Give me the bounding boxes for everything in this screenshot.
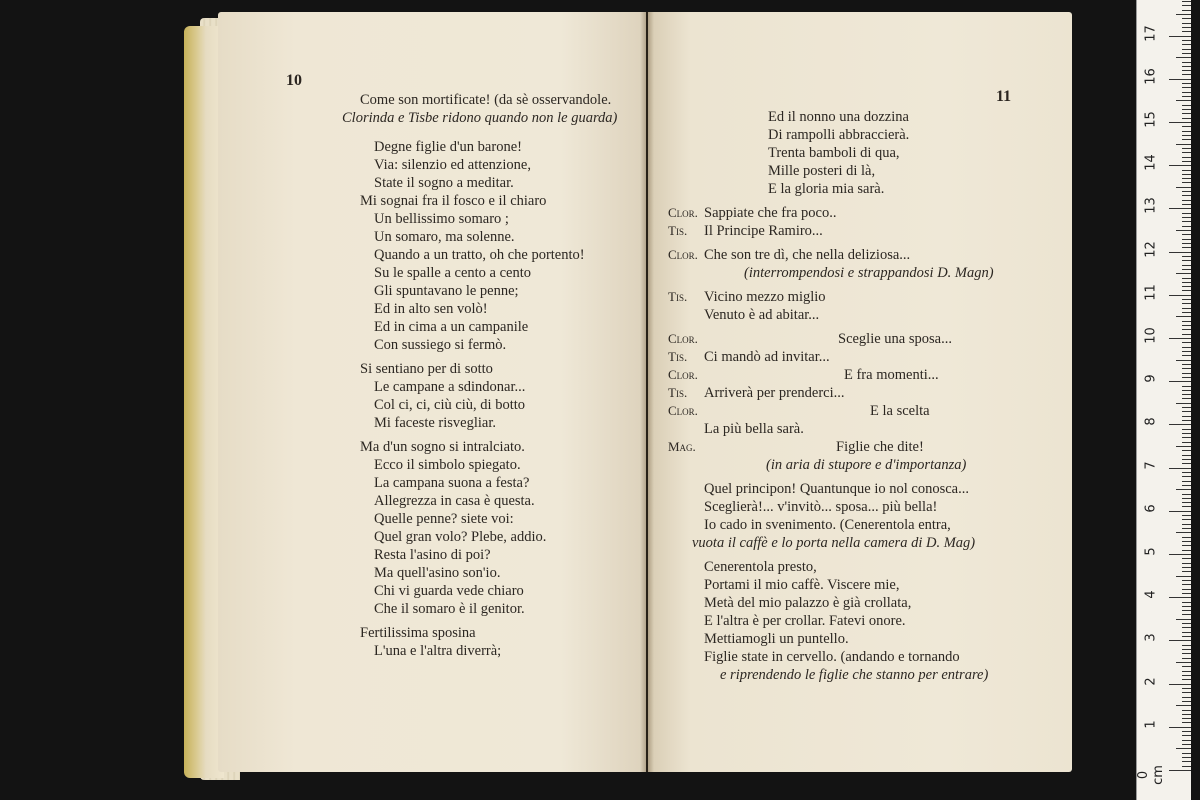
- verse-line: Ecco il simbolo spiegato.: [374, 457, 521, 473]
- ruler-tick: [1182, 40, 1191, 41]
- ruler-tick: [1182, 541, 1191, 542]
- ruler-tick: [1182, 416, 1191, 417]
- ruler-tick: [1182, 463, 1191, 464]
- ruler-tick: [1182, 373, 1191, 374]
- ruler-tick: [1169, 597, 1191, 598]
- ruler-tick: [1176, 100, 1191, 101]
- ruler-tick: [1169, 554, 1191, 555]
- ruler-tick: [1182, 545, 1191, 546]
- ruler-tick: [1182, 18, 1191, 19]
- verse-line: Clorinda e Tisbe ridono quando non le guarda): [342, 110, 618, 126]
- ruler-tick: [1169, 338, 1191, 339]
- ruler-tick: [1169, 684, 1191, 685]
- ruler-tick: [1182, 718, 1191, 719]
- speaker-label: Mag.: [668, 439, 696, 454]
- ruler-tick: [1182, 481, 1191, 482]
- ruler-tick: [1182, 386, 1191, 387]
- left-page: [218, 12, 646, 772]
- ruler-tick: [1176, 619, 1191, 620]
- verse-line: Ma quell'asino son'io.: [374, 565, 501, 581]
- speaker-label: Tis.: [668, 349, 688, 364]
- ruler-tick: [1182, 1, 1191, 2]
- ruler-tick: [1182, 200, 1191, 201]
- speaker-label: Clor.: [668, 367, 698, 382]
- verse-line: Allegrezza in casa è questa.: [374, 493, 535, 509]
- verse-line: Ma d'un sogno si intralciato.: [360, 439, 525, 455]
- ruler-tick: [1182, 623, 1191, 624]
- dialogue-line: E la scelta: [870, 403, 930, 419]
- ruler-tick: [1182, 239, 1191, 240]
- ruler-tick: [1182, 195, 1191, 196]
- ruler-tick: [1182, 697, 1191, 698]
- ruler-tick: [1182, 537, 1191, 538]
- speaker-label: Clor.: [668, 205, 698, 220]
- ruler-number: 0 cm: [1136, 765, 1166, 785]
- ruler-tick: [1176, 748, 1191, 749]
- dialogue-line: Che son tre dì, che nella deliziosa...: [704, 247, 911, 263]
- ruler-tick: [1182, 334, 1191, 335]
- ruler-tick: [1182, 731, 1191, 732]
- ruler-tick: [1182, 31, 1191, 32]
- ruler-tick: [1176, 230, 1191, 231]
- verse-line: Via: silenzio ed attenzione,: [374, 157, 531, 173]
- verse-line: Chi vi guarda vede chiaro: [374, 583, 524, 599]
- ruler-tick: [1182, 688, 1191, 689]
- ruler-tick: [1182, 710, 1191, 711]
- ruler-tick: [1182, 109, 1191, 110]
- ruler-tick: [1182, 627, 1191, 628]
- ruler-tick: [1182, 442, 1191, 443]
- ruler-tick: [1182, 282, 1191, 283]
- ruler-tick: [1182, 135, 1191, 136]
- ruler-tick: [1182, 23, 1191, 24]
- ruler-number: 11: [1143, 284, 1159, 301]
- ruler-tick: [1182, 351, 1191, 352]
- ruler-tick: [1169, 79, 1191, 80]
- ruler-tick: [1182, 766, 1191, 767]
- ruler-tick: [1182, 753, 1191, 754]
- ruler-tick: [1182, 70, 1191, 71]
- ruler-tick: [1182, 74, 1191, 75]
- ruler-tick: [1182, 744, 1191, 745]
- speaker-label: Clor.: [668, 403, 698, 418]
- ruler-tick: [1182, 571, 1191, 572]
- ruler-tick: [1182, 174, 1191, 175]
- ruler-tick: [1182, 433, 1191, 434]
- ruler-tick: [1182, 92, 1191, 93]
- ruler-number: 4: [1143, 590, 1159, 599]
- ruler-tick: [1176, 273, 1191, 274]
- verse-line: Figlie state in cervello. (andando e tornando: [704, 649, 960, 665]
- ruler-tick: [1182, 593, 1191, 594]
- ruler-tick: [1182, 494, 1191, 495]
- ruler-tick: [1182, 290, 1191, 291]
- verse-line: Un somaro, ma solenne.: [374, 229, 515, 245]
- ruler-tick: [1182, 131, 1191, 132]
- ruler-tick: [1182, 126, 1191, 127]
- ruler-tick: [1182, 602, 1191, 603]
- verse-line: State il sogno a meditar.: [374, 175, 514, 191]
- ruler-tick: [1182, 139, 1191, 140]
- verse-line: Ed in alto sen volò!: [374, 301, 488, 317]
- ruler-tick: [1176, 576, 1191, 577]
- ruler-tick: [1182, 213, 1191, 214]
- ruler-tick: [1182, 411, 1191, 412]
- ruler-tick: [1169, 165, 1191, 166]
- ruler-tick: [1182, 740, 1191, 741]
- ruler-number: 3: [1143, 633, 1159, 643]
- ruler-tick: [1182, 49, 1191, 50]
- ruler-tick: [1182, 476, 1191, 477]
- ruler-tick: [1176, 144, 1191, 145]
- ruler-tick: [1182, 519, 1191, 520]
- ruler-tick: [1182, 364, 1191, 365]
- ruler-number: 17: [1143, 24, 1159, 42]
- right-page: [648, 12, 1072, 772]
- ruler-tick: [1182, 390, 1191, 391]
- ruler-tick: [1182, 636, 1191, 637]
- verse-line: Quando a un tratto, oh che portento!: [374, 247, 585, 263]
- book-gutter: [640, 12, 654, 772]
- verse-line: Mi sognai fra il fosco e il chiaro: [360, 193, 547, 209]
- ruler-tick: [1176, 403, 1191, 404]
- ruler-tick: [1182, 299, 1191, 300]
- ruler-tick: [1182, 437, 1191, 438]
- ruler-tick: [1182, 221, 1191, 222]
- verse-line: Quel principon! Quantunque io nol conosca...: [704, 481, 969, 497]
- verse-line: Resta l'asino di poi?: [374, 547, 491, 563]
- ruler-tick: [1182, 589, 1191, 590]
- ruler-tick: [1182, 303, 1191, 304]
- ruler-tick: [1182, 398, 1191, 399]
- ruler-tick: [1182, 567, 1191, 568]
- verse-line: Ed in cima a un campanile: [374, 319, 529, 335]
- ruler-tick: [1169, 727, 1191, 728]
- ruler-tick: [1169, 770, 1191, 771]
- ruler-tick: [1182, 485, 1191, 486]
- ruler-tick: [1182, 44, 1191, 45]
- ruler-tick: [1182, 714, 1191, 715]
- ruler-tick: [1176, 187, 1191, 188]
- ruler-tick: [1182, 580, 1191, 581]
- ruler-tick: [1182, 675, 1191, 676]
- ruler-tick: [1182, 459, 1191, 460]
- ruler-tick: [1182, 256, 1191, 257]
- verse-line: Cenerentola presto,: [704, 559, 817, 575]
- ruler-tick: [1182, 524, 1191, 525]
- verse-line: Fertilissima sposina: [360, 625, 476, 641]
- ruler-tick: [1182, 269, 1191, 270]
- verse-line: Io cado in svenimento. (Cenerentola entra,: [704, 517, 951, 533]
- ruler-tick: [1169, 295, 1191, 296]
- ruler-tick: [1169, 640, 1191, 641]
- speaker-label: Clor.: [668, 331, 698, 346]
- dialogue-line: Sappiate che fra poco..: [704, 205, 837, 221]
- ruler-tick: [1182, 87, 1191, 88]
- verse-line: Col ci, ci, ciù ciù, di botto: [374, 397, 526, 413]
- ruler-tick: [1182, 329, 1191, 330]
- ruler-tick: [1182, 265, 1191, 266]
- ruler-tick: [1182, 204, 1191, 205]
- ruler-tick: [1182, 610, 1191, 611]
- verse-line: Con sussiego si fermò.: [374, 337, 507, 353]
- ruler-tick: [1182, 550, 1191, 551]
- ruler-tick: [1182, 53, 1191, 54]
- ruler-tick: [1182, 584, 1191, 585]
- ruler-tick: [1182, 498, 1191, 499]
- ruler-tick: [1176, 446, 1191, 447]
- ruler-tick: [1182, 312, 1191, 313]
- verse-line: Ed il nonno una dozzina: [768, 109, 909, 125]
- ruler-tick: [1182, 5, 1191, 6]
- verse-line: Di rampolli abbraccierà.: [768, 127, 910, 143]
- dialogue-line: Il Principe Ramiro...: [704, 223, 823, 239]
- verse-line: L'una e l'altra diverrà;: [374, 643, 502, 659]
- verse-line: Quel gran volo? Plebe, addio.: [374, 529, 547, 545]
- dialogue-line: Ci mandò ad invitar...: [704, 349, 830, 365]
- ruler-tick: [1169, 36, 1191, 37]
- right-page-number: 11: [996, 88, 1012, 105]
- ruler-tick: [1182, 161, 1191, 162]
- ruler-tick: [1182, 83, 1191, 84]
- speaker-label: Clor.: [668, 247, 698, 262]
- ruler-tick: [1169, 424, 1191, 425]
- ruler-tick: [1182, 455, 1191, 456]
- verse-line: La più bella sarà.: [704, 421, 804, 437]
- measuring-ruler: [1136, 0, 1191, 800]
- ruler-tick: [1182, 666, 1191, 667]
- speaker-label: Tis.: [668, 385, 688, 400]
- ruler-tick: [1182, 692, 1191, 693]
- ruler-tick: [1169, 381, 1191, 382]
- ruler-tick: [1182, 182, 1191, 183]
- ruler-tick: [1182, 325, 1191, 326]
- dialogue-line: Arriverà per prenderci...: [704, 385, 845, 401]
- verse-line: Portami il mio caffè. Viscere mie,: [704, 577, 900, 593]
- ruler-tick: [1182, 420, 1191, 421]
- verse-line: Mi faceste risvegliar.: [374, 415, 496, 431]
- verse-line: Come son mortificate! (da sè osservandole.: [360, 92, 612, 108]
- ruler-tick: [1182, 658, 1191, 659]
- verse-line: Trenta bamboli di qua,: [768, 145, 900, 161]
- verse-line: Metà del mio palazzo è già crollata,: [704, 595, 912, 611]
- ruler-tick: [1182, 502, 1191, 503]
- ruler-tick: [1182, 170, 1191, 171]
- ruler-tick: [1182, 368, 1191, 369]
- ruler-tick: [1182, 558, 1191, 559]
- ruler-tick: [1182, 96, 1191, 97]
- ruler-tick: [1182, 260, 1191, 261]
- ruler-tick: [1182, 632, 1191, 633]
- ruler-number: 14: [1143, 154, 1159, 171]
- ruler-tick: [1169, 511, 1191, 512]
- ruler-tick: [1176, 360, 1191, 361]
- ruler-tick: [1182, 377, 1191, 378]
- ruler-tick: [1182, 701, 1191, 702]
- verse-line: Mille posteri di là,: [768, 163, 876, 179]
- speaker-label: Tis.: [668, 223, 688, 238]
- verse-line: Mettiamogli un puntello.: [704, 631, 849, 647]
- verse-line: Quelle penne? siete voi:: [374, 511, 514, 527]
- ruler-tick: [1176, 489, 1191, 490]
- ruler-tick: [1182, 178, 1191, 179]
- ruler-tick: [1176, 316, 1191, 317]
- ruler-tick: [1182, 152, 1191, 153]
- ruler-tick: [1182, 528, 1191, 529]
- verse-line: Sceglierà!... v'invitò... sposa... più bella!: [704, 499, 938, 515]
- ruler-tick: [1182, 722, 1191, 723]
- ruler-tick: [1182, 278, 1191, 279]
- ruler-tick: [1176, 57, 1191, 58]
- ruler-tick: [1182, 506, 1191, 507]
- ruler-tick: [1182, 148, 1191, 149]
- ruler-tick: [1182, 355, 1191, 356]
- left-page-number: 10: [286, 72, 302, 89]
- ruler-tick: [1176, 532, 1191, 533]
- ruler-tick: [1182, 429, 1191, 430]
- ruler-tick: [1182, 679, 1191, 680]
- ruler-tick: [1182, 671, 1191, 672]
- ruler-number: 15: [1143, 111, 1159, 128]
- ruler-tick: [1182, 105, 1191, 106]
- ruler-tick: [1169, 208, 1191, 209]
- ruler-tick: [1182, 342, 1191, 343]
- ruler-tick: [1176, 705, 1191, 706]
- ruler-tick: [1182, 191, 1191, 192]
- ruler-tick: [1182, 27, 1191, 28]
- ruler-tick: [1182, 735, 1191, 736]
- ruler-tick: [1182, 217, 1191, 218]
- ruler-tick: [1182, 234, 1191, 235]
- ruler-tick: [1182, 649, 1191, 650]
- ruler-tick: [1182, 62, 1191, 63]
- ruler-number: 9: [1143, 374, 1159, 383]
- ruler-tick: [1182, 606, 1191, 607]
- ruler-number: 5: [1143, 547, 1159, 556]
- verse-line: E l'altra è per crollar. Fatevi onore.: [704, 613, 906, 629]
- dialogue-line: E fra momenti...: [844, 367, 939, 383]
- ruler-tick: [1182, 472, 1191, 473]
- ruler-tick: [1182, 645, 1191, 646]
- dialogue-line: Figlie che dite!: [836, 439, 924, 455]
- ruler-tick: [1169, 468, 1191, 469]
- verse-line: vuota il caffè e lo porta nella camera di D. Mag): [692, 535, 976, 551]
- ruler-tick: [1182, 243, 1191, 244]
- verse-line: Su le spalle a cento a cento: [374, 265, 532, 281]
- ruler-tick: [1182, 347, 1191, 348]
- speaker-label: Tis.: [668, 289, 688, 304]
- ruler-tick: [1182, 157, 1191, 158]
- verse-line: e riprendendo le figlie che stanno per entrare): [720, 667, 989, 683]
- verse-line: E la gloria mia sarà.: [768, 181, 885, 197]
- ruler-number: 16: [1143, 68, 1159, 85]
- ruler-tick: [1176, 14, 1191, 15]
- ruler-tick: [1182, 757, 1191, 758]
- ruler-tick: [1182, 614, 1191, 615]
- ruler-tick: [1182, 226, 1191, 227]
- verse-line: Le campane a sdindonar...: [374, 379, 526, 395]
- ruler-tick: [1169, 252, 1191, 253]
- verse-line: (interrompendosi e strappandosi D. Magn): [744, 265, 994, 281]
- verse-line: Che il somaro è il genitor.: [374, 601, 525, 617]
- ruler-number: 10: [1143, 327, 1159, 344]
- ruler-number: 6: [1143, 504, 1159, 513]
- ruler-tick: [1182, 10, 1191, 11]
- ruler-tick: [1182, 321, 1191, 322]
- dialogue-line: Vicino mezzo miglio: [704, 289, 826, 305]
- ruler-tick: [1182, 286, 1191, 287]
- ruler-tick: [1176, 662, 1191, 663]
- ruler-tick: [1182, 761, 1191, 762]
- verse-line: Gli spuntavano le penne;: [374, 283, 519, 299]
- verse-line: Venuto è ad abitar...: [704, 307, 820, 323]
- ruler-tick: [1182, 450, 1191, 451]
- ruler-number: 1: [1143, 720, 1159, 729]
- ruler-number: 12: [1143, 240, 1159, 258]
- ruler-tick: [1182, 66, 1191, 67]
- ruler-tick: [1182, 563, 1191, 564]
- dialogue-line: Sceglie una sposa...: [838, 331, 952, 347]
- verse-line: Si sentiano per di sotto: [360, 361, 493, 377]
- ruler-number: 13: [1143, 197, 1159, 215]
- ruler-tick: [1182, 394, 1191, 395]
- ruler-tick: [1182, 113, 1191, 114]
- ruler-number: 8: [1143, 417, 1159, 427]
- ruler-tick: [1182, 515, 1191, 516]
- ruler-tick: [1182, 247, 1191, 248]
- verse-line: (in aria di stupore e d'importanza): [766, 457, 967, 473]
- ruler-tick: [1169, 122, 1191, 123]
- ruler-number: 7: [1143, 460, 1159, 470]
- ruler-tick: [1182, 653, 1191, 654]
- verse-line: La campana suona a festa?: [374, 475, 530, 491]
- ruler-tick: [1182, 308, 1191, 309]
- verse-line: Un bellissimo somaro ;: [374, 211, 509, 227]
- ruler-number: 2: [1143, 676, 1159, 686]
- ruler-tick: [1182, 118, 1191, 119]
- verse-line: Degne figlie d'un barone!: [374, 139, 522, 155]
- ruler-tick: [1182, 407, 1191, 408]
